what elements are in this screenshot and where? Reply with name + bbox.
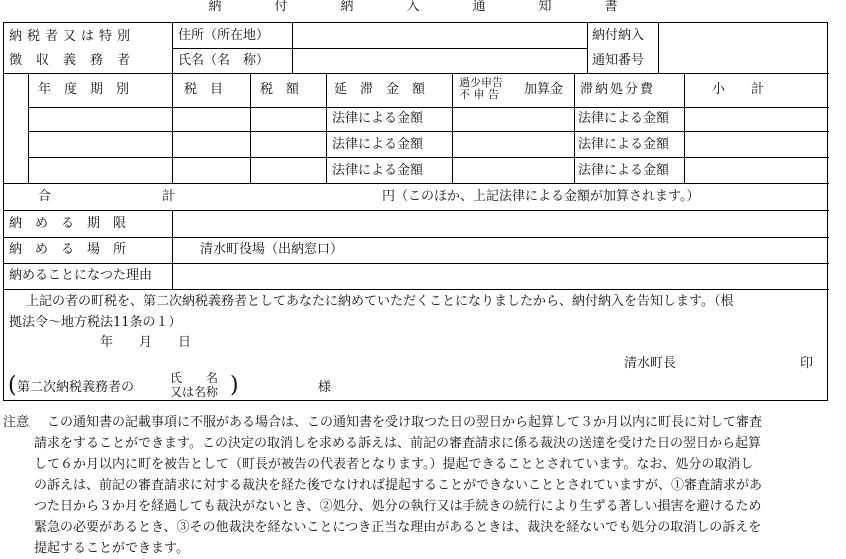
second-party-title-label: 又は名称 (170, 385, 219, 399)
honorific: 様 (318, 380, 332, 395)
divider (172, 210, 173, 289)
bracket-open: ( (8, 373, 17, 398)
notice-number-label-2: 通知番号 (592, 53, 645, 68)
notice-number-label: 納付納入 (592, 28, 645, 43)
divider (684, 73, 685, 183)
body-line-2: 拠法令～地方税法11条の１） (9, 315, 182, 330)
note-line: この通知書の記載事項に不服がある場合は、この通知書を受け取つた日の翌日から起算して３か月以内に町長に対して審査 (47, 415, 763, 430)
seal-mark: 印 (800, 356, 814, 371)
divider (28, 131, 829, 132)
legal-amount-label: 法律による金額 (578, 163, 670, 178)
second-party-prefix: 第二次納税義務者の (17, 380, 135, 395)
reason-label: 納めることになつた理由 (9, 268, 153, 283)
divider (4, 289, 829, 290)
total-note: 円（このほか、上記法律による金額が加算されます。） (382, 189, 700, 204)
divider (292, 23, 293, 73)
payer-label: 納税者又は特別 (9, 29, 136, 44)
penalty-header-bottom: 不 申 告 (459, 88, 499, 101)
divider (4, 73, 829, 74)
penalty-header-suffix: 加算金 (524, 82, 564, 97)
divider (326, 73, 327, 183)
legal-amount-label: 法律による金額 (332, 111, 424, 126)
address-label: 住所（所在地） (178, 28, 270, 43)
body-line-1: 上記の者の町税を、第二次納税義務者としてあなたに納めていただくことになりましたから、納付納入を告知します。（根 (26, 294, 734, 309)
delinquency-header: 延 滞 金 額 (334, 82, 426, 97)
issue-date: 年 月 日 (100, 335, 192, 350)
legal-amount-label: 法律による金額 (332, 137, 424, 152)
legal-amount-label: 法律による金額 (578, 111, 670, 126)
note-line: 提起することができます。 (34, 541, 189, 556)
note-heading: 注意 (3, 415, 30, 430)
divider (4, 237, 829, 238)
year-period-header: 年 度 期 別 (38, 82, 130, 97)
note-line: 緊急の必要があるとき、③その他裁決を経ないことにつき正当な理由があるときは、裁決を経ないでも処分の取消しの訴えを (34, 520, 762, 535)
total-label: 合 計 (38, 189, 194, 204)
payer-label-2: 徴収義務者 (9, 53, 145, 68)
divider (172, 23, 173, 73)
divider (658, 23, 659, 73)
note-line: の訴えは、前記の審査請求に対する裁決を経た後でなければ提起することができないこととされていますが、①審査請求があ (34, 478, 763, 493)
tax-amount-header: 税 額 (260, 82, 300, 97)
divider (4, 183, 829, 184)
divider (28, 157, 829, 158)
mayor-title: 清水町長 (624, 356, 677, 371)
name-label: 氏名（名 称） (178, 53, 270, 68)
deadline-label: 納 め る 期 限 (9, 216, 127, 231)
divider (172, 48, 587, 49)
place-label: 納 め る 場 所 (9, 242, 127, 257)
divider (574, 73, 575, 183)
tax-item-header: 税 目 (184, 82, 224, 97)
subtotal-header: 小 計 (712, 82, 765, 97)
note-line: 請求をすることができます。この決定の取消しを求める訴えは、前記の審査請求に係る裁決の送達を受けた日の翌日から起算 (34, 436, 761, 451)
note-line: して６か月以内に町を被告として（町長が被告の代表者となります。）提起できることとされています。なお、処分の取消し (34, 457, 754, 472)
divider (587, 23, 588, 73)
document-title: 納 付 納 入 通 知 書 (208, 0, 638, 14)
note-body (34, 412, 841, 559)
divider (4, 210, 829, 211)
legal-amount-label: 法律による金額 (578, 137, 670, 152)
divider (172, 73, 173, 183)
divider (28, 73, 29, 183)
legal-amount-label: 法律による金額 (332, 163, 424, 178)
divider (452, 73, 453, 183)
bracket-close: ) (230, 373, 239, 398)
divider (250, 73, 251, 183)
place-value: 清水町役場（出納窓口） (200, 242, 344, 257)
penalty-header-top: 過少申告 (459, 76, 503, 89)
notice-form (3, 22, 828, 401)
disposal-fee-header: 滞納処分費 (580, 82, 656, 97)
divider (28, 107, 829, 108)
note-line: つた日から３か月を経過しても裁決がないとき、②処分、処分の執行又は手続きの続行により生ずる著しい損害を避けるため (34, 499, 762, 514)
second-party-name-label: 氏 名 (170, 371, 219, 385)
divider (4, 263, 829, 264)
